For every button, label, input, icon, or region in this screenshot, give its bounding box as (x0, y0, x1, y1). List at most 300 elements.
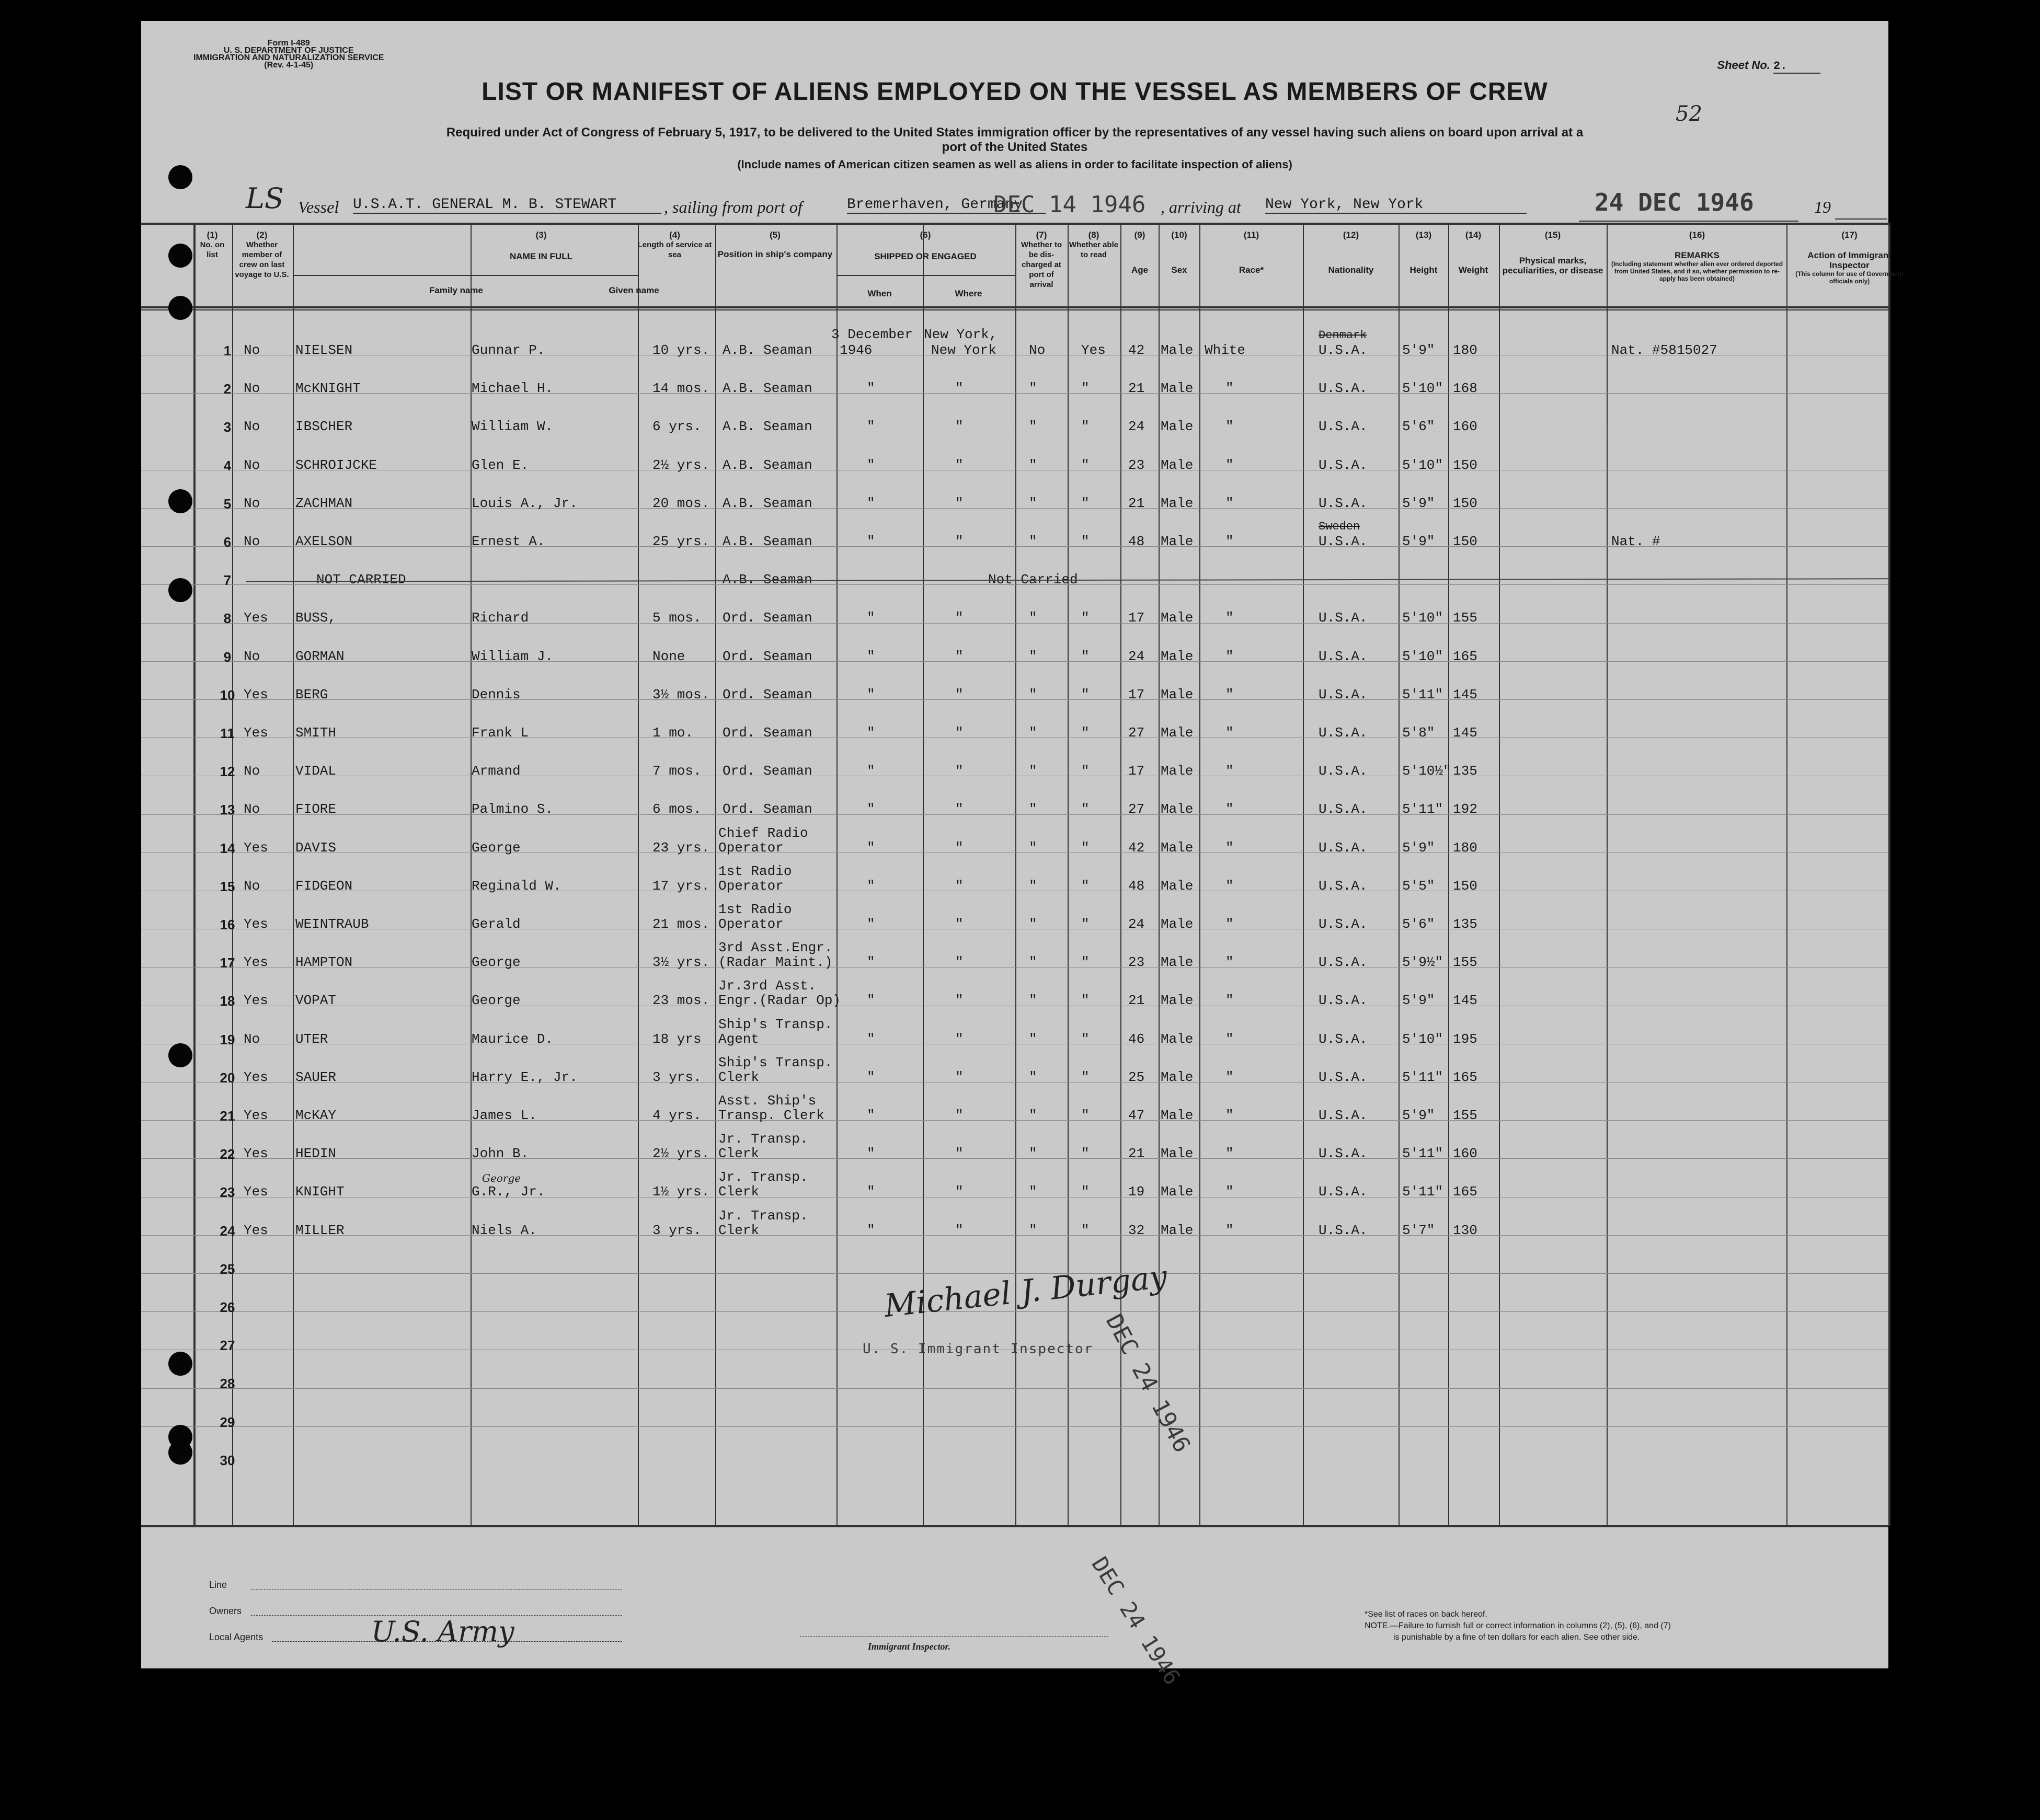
row-number: 11 (220, 725, 235, 741)
shipped-where-cell: " (955, 839, 964, 856)
weight-cell: 192 (1453, 801, 1477, 817)
crew-table (141, 223, 1904, 1529)
agents-value: U.S. Army (371, 1615, 514, 1648)
row-rule (141, 1158, 1888, 1159)
shipped-where-cell: " (955, 686, 964, 702)
binder-hole (168, 1352, 192, 1376)
inspector-title: U. S. Immigrant Inspector (863, 1341, 1094, 1357)
row-number: 25 (220, 1261, 235, 1277)
given-name-cell: George (472, 839, 521, 856)
shipped-when-cell: " (867, 763, 875, 779)
family-name-cell: FIORE (295, 801, 337, 817)
shipped-when-cell-line-2: 1946 (840, 342, 873, 358)
last-voyage-cell: No (244, 878, 260, 894)
row-number: 27 (220, 1338, 235, 1354)
family-name-cell: KNIGHT (295, 1184, 345, 1200)
race-cell: " (1225, 1069, 1234, 1085)
discharge-cell: " (1029, 1222, 1037, 1238)
family-name-cell: MILLER (295, 1222, 345, 1238)
col-14-number: (14) (1465, 230, 1482, 240)
discharge-cell: " (1029, 648, 1037, 664)
inspector-label: Immigrant Inspector. (868, 1641, 951, 1652)
shipped-when-cell: " (867, 839, 875, 856)
weight-cell: 165 (1453, 1069, 1477, 1085)
col-3-number: (3) (535, 230, 547, 240)
service-length-cell: 5 mos. (652, 610, 702, 626)
age-cell: 42 (1128, 342, 1145, 358)
nationality-cell: U.S.A. (1319, 342, 1368, 358)
column-rule (193, 223, 196, 1526)
row-number: 10 (220, 687, 235, 703)
last-voyage-cell: No (244, 1031, 260, 1047)
height-cell: 5'9" (1402, 495, 1435, 511)
age-cell: 23 (1128, 954, 1145, 971)
family-name-cell: DAVIS (295, 839, 337, 856)
able-to-read-cell: " (1081, 763, 1090, 779)
able-to-read-cell: " (1081, 686, 1090, 702)
discharge-cell: " (1029, 419, 1037, 435)
row-number: 12 (220, 764, 235, 780)
nationality-cell: U.S.A. (1319, 686, 1368, 702)
discharge-cell: " (1029, 534, 1037, 549)
col-6-number: (6) (920, 230, 931, 240)
col-8-header (1068, 230, 1120, 260)
shipped-when-cell: " (867, 1184, 875, 1200)
age-cell: 24 (1128, 916, 1145, 932)
row-number: 14 (220, 840, 235, 856)
position-cell: A.B. Seaman (723, 495, 812, 511)
weight-cell: 145 (1453, 686, 1477, 702)
col-9-label: Age (1131, 265, 1149, 275)
race-cell: " (1225, 1146, 1234, 1162)
age-cell: 48 (1128, 534, 1145, 549)
row-rule (141, 1120, 1888, 1121)
col-10-label: Sex (1171, 265, 1187, 275)
height-cell: 5'10" (1402, 381, 1443, 397)
position-cell-line-2: Operator (718, 839, 784, 856)
family-name-cell: VOPAT (295, 993, 337, 1009)
col-4-label: Length of service at sea (637, 240, 712, 259)
discharge-cell: " (1029, 993, 1037, 1009)
age-cell: 47 (1128, 1108, 1145, 1123)
age-cell: 46 (1128, 1031, 1145, 1047)
family-name-cell: BERG (295, 686, 328, 702)
col-15-header (1500, 230, 1605, 275)
discharge-cell: " (1029, 1069, 1037, 1085)
sex-cell: Male (1161, 725, 1194, 741)
nationality-cell: U.S.A. (1319, 916, 1368, 932)
form-number: Form I-489 (267, 39, 310, 48)
last-voyage-cell: Yes (244, 1222, 268, 1238)
race-cell: " (1225, 1184, 1234, 1200)
shipped-when-cell: " (867, 954, 875, 971)
sex-cell: Male (1161, 457, 1194, 473)
weight-cell: 180 (1453, 342, 1477, 358)
col-7-label: Whether to be dis-charged at port of arrival (1021, 240, 1062, 289)
able-to-read-cell: " (1081, 419, 1090, 435)
sex-cell: Male (1161, 916, 1194, 932)
row-number: 29 (220, 1414, 235, 1430)
race-cell: White (1205, 342, 1246, 358)
col-3-label: NAME IN FULL (510, 251, 572, 261)
shipped-when-cell: " (867, 1108, 875, 1123)
weight-cell: 150 (1453, 495, 1477, 511)
shipped-when-cell: " (867, 1146, 875, 1162)
given-name-annotation: George (482, 1172, 521, 1185)
given-name-cell: Palmino S. (472, 801, 554, 817)
position-cell: Ship's Transp. (718, 1016, 833, 1032)
age-cell: 19 (1128, 1184, 1145, 1200)
col-1-number: (1) (207, 230, 218, 240)
inspector-signature: Michael J. Durgay (882, 1258, 1169, 1325)
sex-cell: Male (1161, 381, 1194, 397)
age-cell: 24 (1128, 648, 1145, 664)
race-cell: " (1225, 534, 1234, 549)
family-name-cell: ZACHMAN (295, 495, 353, 511)
nationality-cell: U.S.A. (1319, 1069, 1368, 1085)
given-name-cell: Maurice D. (472, 1031, 554, 1047)
discharge-cell: " (1029, 1146, 1037, 1162)
age-cell: 21 (1128, 381, 1145, 397)
column-rule (1015, 223, 1016, 1526)
position-cell: A.B. Seaman (723, 342, 812, 358)
position-cell-line-2: Clerk (718, 1146, 760, 1162)
row-rule (141, 661, 1888, 662)
age-cell: 42 (1128, 839, 1145, 856)
discharge-cell: " (1029, 381, 1037, 397)
row-number: 7 (223, 572, 232, 589)
nationality-cell: U.S.A. (1319, 534, 1368, 549)
age-cell: 17 (1128, 610, 1145, 626)
column-rule (1888, 223, 1890, 1526)
row-number: 13 (220, 802, 235, 818)
age-cell: 21 (1128, 993, 1145, 1009)
agents-label: Local Agents (209, 1632, 263, 1642)
shipped-where-cell: " (955, 1184, 964, 1200)
position-cell: 1st Radio (718, 863, 792, 879)
shipped-when-cell: " (867, 916, 875, 932)
shipped-when-cell: " (867, 648, 875, 664)
position-cell-line-2: Transp. Clerk (718, 1108, 824, 1123)
position-cell-line-2: Clerk (718, 1222, 760, 1238)
shipped-when-cell: " (867, 534, 875, 549)
nationality-cell: U.S.A. (1319, 801, 1368, 817)
row-number: 6 (223, 534, 232, 550)
able-to-read-cell: " (1081, 839, 1090, 856)
family-name-cell: SCHROIJCKE (295, 457, 377, 473)
shipped-where-cell: " (955, 993, 964, 1009)
family-name-cell: NIELSEN (295, 342, 353, 358)
column-rule (1303, 223, 1304, 1526)
row-number: 26 (220, 1299, 235, 1315)
year-underline (1835, 218, 1887, 220)
able-to-read-cell: " (1081, 381, 1090, 397)
shipped-when-cell: " (867, 419, 875, 435)
nationality-cell: U.S.A. (1319, 1222, 1368, 1238)
sex-cell: Male (1161, 610, 1194, 626)
sex-cell: Male (1161, 1069, 1194, 1085)
row-rule (141, 623, 1888, 624)
age-cell: 21 (1128, 495, 1145, 511)
discharge-cell: " (1029, 878, 1037, 894)
able-to-read-cell: " (1081, 457, 1090, 473)
sex-cell: Male (1161, 954, 1194, 971)
position-cell: Ship's Transp. (718, 1054, 833, 1070)
col-4-number: (4) (669, 230, 680, 240)
position-cell: Jr. Transp. (718, 1169, 808, 1185)
subtitle-line-1: Required under Act of Congress of February 5, 1917, to be delivered to the United States immigration officer by the representatives of any vessel having such aliens on board upon arrival at a (446, 125, 1584, 140)
family-name-cell: IBSCHER (295, 419, 353, 435)
service-length-cell: 3 yrs. (652, 1069, 702, 1085)
height-cell: 5'8" (1402, 725, 1435, 741)
form-revision: (Rev. 4-1-45) (264, 61, 314, 70)
shipped-where-cell: New York, (924, 327, 998, 342)
remarks-cell: Nat. #5815027 (1611, 342, 1717, 358)
vessel-initials: LS (246, 182, 284, 215)
race-cell: " (1225, 1222, 1234, 1238)
race-cell: " (1225, 801, 1234, 817)
position-cell: Ord. Seaman (723, 801, 812, 817)
last-voyage-cell: No (244, 457, 260, 473)
binder-hole (168, 165, 192, 189)
col-14-header (1449, 230, 1497, 275)
given-name-cell: G.R., Jr. (472, 1184, 545, 1200)
position-cell: A.B. Seaman (723, 534, 812, 549)
able-to-read-cell: " (1081, 1031, 1090, 1047)
height-cell: 5'11" (1402, 1146, 1443, 1162)
row-number: 1 (223, 343, 232, 359)
shipped-where-cell: " (955, 610, 964, 626)
race-cell: " (1225, 725, 1234, 741)
column-rule (836, 223, 838, 1526)
table-bottom-rule (141, 1525, 1888, 1527)
position-cell: Asst. Ship's (718, 1093, 817, 1109)
last-voyage-cell: Yes (244, 993, 268, 1009)
service-length-cell: 14 mos. (652, 381, 710, 397)
fine-note-2: is punishable by a fine of ten dollars for each alien. See other side. (1393, 1633, 1640, 1642)
sex-cell: Male (1161, 648, 1194, 664)
position-cell-line-2: Clerk (718, 1184, 760, 1200)
arrival-date-underline (1579, 221, 1798, 222)
age-cell: 27 (1128, 725, 1145, 741)
given-name-cell: Harry E., Jr. (472, 1069, 578, 1085)
weight-cell: 180 (1453, 839, 1477, 856)
discharge-cell: " (1029, 763, 1037, 779)
position-cell: 1st Radio (718, 902, 792, 917)
service-length-cell: 10 yrs. (652, 342, 710, 358)
shipped-where-cell: " (955, 381, 964, 397)
family-name-cell: UTER (295, 1031, 328, 1047)
last-voyage-cell: Yes (244, 725, 268, 741)
shipped-where-cell: " (955, 534, 964, 549)
sex-cell: Male (1161, 1108, 1194, 1123)
row-number: 2 (223, 381, 232, 397)
shipped-where-cell: " (955, 1222, 964, 1238)
able-to-read-cell: " (1081, 916, 1090, 932)
row-number: 15 (220, 878, 235, 894)
position-cell: Ord. Seaman (723, 725, 812, 741)
column-rule (1448, 223, 1449, 1526)
row-number: 3 (223, 419, 232, 435)
height-cell: 5'10" (1402, 648, 1443, 664)
col-9-header (1121, 230, 1158, 275)
sex-cell: Male (1161, 1222, 1194, 1238)
sex-cell: Male (1161, 1031, 1194, 1047)
header-bottom-rule (141, 306, 1888, 308)
row-rule (141, 1311, 1888, 1312)
height-cell: 5'11" (1402, 1069, 1443, 1085)
position-cell: Ord. Seaman (723, 686, 812, 702)
shipped-when-cell: " (867, 1031, 875, 1047)
nationality-cell: U.S.A. (1319, 954, 1368, 971)
column-rule (1399, 223, 1400, 1526)
nationality-cell: U.S.A. (1319, 763, 1368, 779)
struck-nationality: Sweden (1319, 520, 1360, 533)
given-name-cell: James L. (472, 1108, 537, 1123)
height-cell: 5'10½" (1402, 763, 1451, 779)
given-name-cell: Michael H. (472, 381, 554, 397)
last-voyage-cell: Yes (244, 1184, 268, 1200)
given-name-cell: Reginald W. (472, 878, 561, 894)
family-name-cell: BUSS, (295, 610, 337, 626)
family-name-cell: SAUER (295, 1069, 337, 1085)
service-length-cell: 2½ yrs. (652, 1146, 710, 1162)
row-rule (141, 814, 1888, 815)
col-13-number: (13) (1415, 230, 1432, 240)
height-cell: 5'9" (1402, 993, 1435, 1009)
discharge-cell: No (1029, 342, 1046, 358)
col-5-header (716, 230, 834, 259)
sex-cell: Male (1161, 839, 1194, 856)
col-7-header (1016, 230, 1067, 290)
family-name-cell: McKNIGHT (295, 381, 361, 397)
when-header: When (867, 289, 892, 298)
able-to-read-cell: " (1081, 648, 1090, 664)
shipped-where-cell: " (955, 1108, 964, 1123)
service-length-cell: 2½ yrs. (652, 457, 710, 473)
position-cell: Jr.3rd Asst. (718, 978, 817, 994)
last-voyage-cell: No (244, 495, 260, 511)
shipped-when-cell: " (867, 1222, 875, 1238)
discharge-cell: " (1029, 801, 1037, 817)
service-name: IMMIGRATION AND NATURALIZATION SERVICE (193, 53, 384, 62)
col-8-number: (8) (1088, 230, 1099, 240)
last-voyage-cell: No (244, 534, 260, 549)
subtitle-line-2: port of the United States (942, 140, 1088, 154)
height-cell: 5'10" (1402, 610, 1443, 626)
given-name-cell: John B. (472, 1146, 529, 1162)
height-cell: 5'6" (1402, 419, 1435, 435)
weight-cell: 168 (1453, 381, 1477, 397)
last-voyage-cell: Yes (244, 1108, 268, 1123)
row-number: 17 (220, 955, 235, 971)
nationality-cell: U.S.A. (1319, 1108, 1368, 1123)
last-voyage-cell: No (244, 801, 260, 817)
col-6-header (836, 230, 1014, 261)
height-cell: 5'6" (1402, 916, 1435, 932)
col-6-label: SHIPPED OR ENGAGED (874, 251, 977, 261)
position-cell: Jr. Transp. (718, 1207, 808, 1224)
able-to-read-cell: " (1081, 725, 1090, 741)
row-rule (141, 1273, 1888, 1274)
last-voyage-cell: Yes (244, 1146, 268, 1162)
position-cell-line-2: (Radar Maint.) (718, 954, 833, 971)
given-name-cell: Frank L (472, 725, 529, 741)
race-cell: " (1225, 878, 1234, 894)
col-10-header (1160, 230, 1199, 275)
race-cell: " (1225, 1108, 1234, 1123)
discharge-cell: " (1029, 839, 1037, 856)
service-length-cell: 3 yrs. (652, 1222, 702, 1238)
race-cell: " (1225, 954, 1234, 971)
col-8-label: Whether able to read (1069, 240, 1119, 259)
given-name-cell: Ernest A. (472, 534, 545, 549)
given-name-cell: Armand (472, 763, 521, 779)
col-17-note: (This column for use of Government officials only) (1795, 270, 1904, 285)
service-length-cell: 25 yrs. (652, 534, 710, 549)
weight-cell: 195 (1453, 1031, 1477, 1047)
nationality-cell: U.S.A. (1319, 381, 1368, 397)
weight-cell: 150 (1453, 457, 1477, 473)
col-2-header (233, 230, 291, 280)
last-voyage-cell: No (244, 763, 260, 779)
age-cell: 24 (1128, 419, 1145, 435)
row-number: 5 (223, 496, 232, 512)
given-name-cell: Dennis (472, 686, 521, 702)
discharge-cell: " (1029, 1184, 1037, 1200)
height-cell: 5'5" (1402, 878, 1435, 894)
col-1-header (193, 230, 231, 260)
arrival-port: New York, New York (1265, 197, 1527, 214)
discharge-cell: " (1029, 954, 1037, 971)
able-to-read-cell: " (1081, 1108, 1090, 1123)
col-10-number: (10) (1171, 230, 1187, 240)
service-length-cell: 6 yrs. (652, 419, 702, 435)
last-voyage-cell: Yes (244, 610, 268, 626)
shipped-when-cell: " (867, 457, 875, 473)
shipped-where-cell: " (955, 878, 964, 894)
last-voyage-cell: No (244, 419, 260, 435)
last-voyage-cell: Yes (244, 1069, 268, 1085)
position-cell: A.B. Seaman (723, 572, 812, 588)
column-rule (1607, 223, 1608, 1526)
column-rule (293, 223, 294, 1526)
header-bottom-rule-2 (141, 309, 1888, 310)
weight-cell: 145 (1453, 993, 1477, 1009)
column-rule (923, 223, 924, 1526)
family-name-cell: McKAY (295, 1108, 337, 1123)
position-cell-line-2: Agent (718, 1031, 760, 1047)
given-name-cell: William W. (472, 419, 554, 435)
family-name-cell: NOT CARRIED (316, 572, 406, 588)
given-name-cell: George (472, 993, 521, 1009)
last-voyage-cell: No (244, 342, 260, 358)
service-length-cell: 23 mos. (652, 993, 710, 1009)
discharge-cell: " (1029, 916, 1037, 932)
discharge-cell: " (1029, 686, 1037, 702)
weight-cell: 165 (1453, 648, 1477, 664)
nationality-cell: U.S.A. (1319, 725, 1368, 741)
col-16-number: (16) (1689, 230, 1705, 240)
row-rule (141, 393, 1888, 394)
last-voyage-cell: No (244, 381, 260, 397)
age-cell: 25 (1128, 1069, 1145, 1085)
remarks-cell: Nat. # (1611, 534, 1660, 549)
shipped-when-cell: " (867, 725, 875, 741)
family-name-cell: FIDGEON (295, 878, 353, 894)
row-number: 30 (220, 1452, 235, 1468)
height-cell: 5'9" (1402, 534, 1435, 549)
